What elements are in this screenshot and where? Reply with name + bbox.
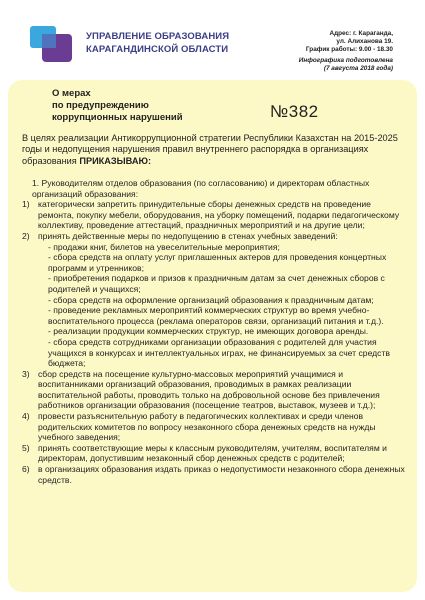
- address-line-2: ул. Алиханова 19.: [336, 38, 393, 46]
- item-text: принять действенные меры по недопущению в стенах учебных заведений:: [38, 230, 338, 241]
- item-number: 6): [22, 464, 30, 475]
- list-item: [22, 443, 406, 464]
- list-item: [22, 464, 406, 485]
- item-text: в организациях образования издать приказ о недопустимости незаконного сбора денежных средств.: [38, 464, 405, 485]
- order-intro: [22, 133, 408, 167]
- organization-name: [86, 30, 229, 56]
- subitem: - продажи книг, билетов на увеселительные мероприятия;: [48, 241, 280, 252]
- list-item: [22, 199, 406, 231]
- list-item: [22, 231, 406, 242]
- work-hours: График работы: 9.00 - 18.30: [305, 46, 393, 54]
- item-text: категорически запретить принудительные сборы денежных средств на проведение ремонта, покупку мебели, оборудования, на уборку помещений, подарки педагогическому коллективу, проведение аттестаций, праздничных мероприятий и на другие цели;: [38, 199, 400, 231]
- intro-command: ПРИКАЗЫВАЮ:: [79, 155, 152, 166]
- subject-line-1: О мерах: [52, 88, 91, 99]
- item-number: 4): [22, 411, 30, 422]
- subitem: - приобретения подарков и призов к праздничным датам за счет денежных сборов с родителей и учащихся;: [48, 273, 385, 294]
- item-number: 3): [22, 368, 30, 379]
- prepared-note-1: Инфографика подготовлена: [298, 56, 393, 64]
- item-number: 1): [22, 199, 30, 210]
- item-number: 5): [22, 442, 30, 453]
- list-item: [22, 369, 406, 411]
- subitem: - проведение рекламных мероприятий коммерческих структур во время учебно-воспитательного процесса (реклама операторов связи, организаций питания и т.д.).: [48, 305, 384, 326]
- header: [0, 0, 425, 78]
- order-subject: [52, 88, 183, 124]
- subject-line-2: по предупреждению: [52, 100, 149, 111]
- subitem: - сбора средств сотрудниками организации образования с родителей для участия учащихся в конкурсах и интеллектуальных играх, не финансируемых за счет средств бюджета;: [48, 336, 390, 369]
- address-line-1: Адрес: г. Караганда,: [329, 30, 393, 37]
- org-line-1: УПРАВЛЕНИЕ ОБРАЗОВАНИЯ: [86, 31, 230, 42]
- point-1: 1. Руководителям отделов образования (по согласованию) и директорам областных организаций образования:: [32, 178, 370, 199]
- list-item: [22, 411, 406, 443]
- item-number: 2): [22, 230, 30, 241]
- intro-text: В целях реализации Антикоррупционной стратегии Республики Казахстан на 2015-2025 годы и недопущения нарушения правил внутреннего распорядка в организациях образования: [22, 133, 398, 166]
- subject-line-3: коррупционных нарушений: [52, 112, 183, 123]
- subitem: - реализации продукции коммерческих структур, не имеющих договора аренды.: [48, 326, 369, 337]
- org-line-2: КАРАГАНДИНСКОЙ ОБЛАСТИ: [86, 44, 229, 55]
- item-text: принять соответствующие меры к классным руководителям, учителям, воспитателям и директорам, допустившим незаконный сбор денежных средств с родителей;: [38, 442, 387, 464]
- subitem: - сбора средств на оплату услуг приглашенных актеров для проведения концертных программ и утренников;: [48, 252, 387, 273]
- order-number: №382: [270, 102, 319, 121]
- logo-icon: [30, 26, 72, 62]
- prepared-note-2: (7 августа 2018 года): [323, 64, 393, 72]
- subitem: - сбора средств на оформление организаций образования к праздничным датам;: [48, 294, 374, 305]
- item-text: провести разъяснительную работу в педагогических коллективах и среди членов родительских комитетов по вопросу незаконного сбора денежных средств на нужды учебного заведения;: [38, 411, 376, 443]
- address-block: [299, 30, 393, 73]
- item-text: сбор средств на посещение культурно-массовых мероприятий учащимися и воспитанниками организаций образования, проводимых в рамках реализации воспитательной работы, проводить только на добровольной основе без привлечения работников организации образования (посещение театров, выставок, музеев и т.д.);: [38, 368, 380, 411]
- order-body: [22, 178, 406, 485]
